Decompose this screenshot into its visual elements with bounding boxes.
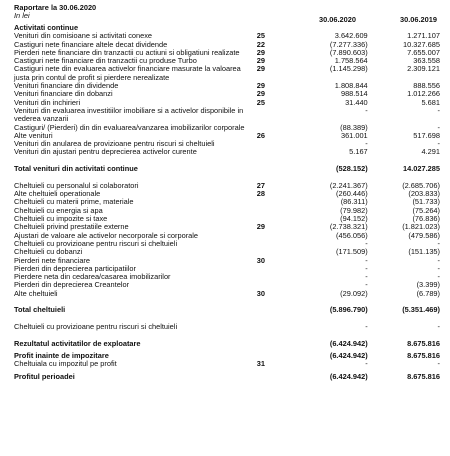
value-2020: - — [365, 139, 368, 149]
value-2019: 8.675.816 — [407, 371, 440, 381]
value-2019: 1.012.266 — [407, 89, 440, 99]
note-number: 22 — [256, 39, 265, 49]
value-2020: (7.890.603) — [329, 47, 368, 57]
table-row — [14, 65, 440, 82]
table-row — [14, 298, 440, 306]
row-label: Venituri din ajustari pentru deprecierea activelor curente — [14, 147, 197, 157]
table-row — [14, 281, 440, 289]
note-number: 29 — [256, 222, 265, 232]
row-label: Cheltuieli privind prestatiile externe — [14, 222, 129, 232]
table-row — [14, 323, 440, 331]
row-label: Castiguri nete financiare din tranzactii cu produse Turbo — [14, 56, 197, 66]
note-number: 29 — [256, 81, 265, 91]
row-label: Pierdere neta din cedarea/casarea imobilizarilor — [14, 272, 171, 282]
value-2019: 14.027.285 — [403, 164, 440, 174]
row-label: Total cheltuieli — [14, 305, 66, 315]
value-2019: 517.698 — [413, 130, 440, 140]
value-2020: (86.311) — [340, 197, 368, 207]
value-2019: (203.833) — [408, 189, 440, 199]
value-2020: - — [365, 238, 368, 248]
value-2020: (1.145.298) — [329, 64, 368, 74]
value-2020: (5.896.790) — [329, 305, 368, 315]
value-2020: (7.277.336) — [329, 39, 368, 49]
row-label: Cheltuieli cu personalul si colaboratori — [14, 180, 139, 190]
value-2020: (6.424.942) — [329, 371, 368, 381]
row-label: Alte venituri — [14, 130, 53, 140]
value-2020: (171.509) — [336, 247, 368, 257]
row-label: Venituri financiare din dividende — [14, 81, 119, 91]
note-number: 25 — [256, 97, 265, 107]
column-header-2019: 30.06.2019 — [400, 15, 437, 24]
value-2020: 361.001 — [340, 130, 368, 140]
note-number: 29 — [256, 56, 265, 66]
row-label: Pierderi nete financiare din tranzactii cu actiuni si obligatiuni realizate — [14, 47, 240, 57]
value-2020: 1.808.844 — [334, 81, 368, 91]
value-2019: (151.135) — [408, 247, 440, 257]
value-2019: - — [437, 122, 440, 132]
row-label: Venituri din inchirieri — [14, 97, 81, 107]
table-row — [14, 306, 440, 314]
value-2019: 5.681 — [421, 97, 440, 107]
row-label: Cheltuieli cu materii prime, materiale — [14, 197, 134, 207]
row-label: Total venituri din activitati continue — [14, 164, 138, 174]
value-2019: 8.675.816 — [407, 351, 440, 361]
value-2019: (51.733) — [412, 197, 440, 207]
note-number: 28 — [256, 189, 265, 199]
value-2020: - — [365, 272, 368, 282]
row-label: Castiguri nete din evaluarea activelor financiare masurate la valoarea justa prin contul de profit si pierdere nerealizate — [14, 64, 241, 82]
value-2020: (94.152) — [340, 214, 368, 224]
value-2019: 8.675.816 — [407, 338, 440, 348]
value-2020: 1.758.564 — [334, 56, 368, 66]
value-2019: (6.789) — [416, 288, 440, 298]
value-2019: 10.327.685 — [403, 39, 440, 49]
value-2020: (528.152) — [336, 164, 368, 174]
table-row — [14, 340, 440, 348]
value-2020: 3.642.609 — [334, 31, 368, 41]
value-2019: (3.399) — [416, 280, 440, 290]
value-2019: - — [437, 139, 440, 149]
value-2020: - — [365, 359, 368, 369]
row-label: Castiguri/ (Pierderi) din din evaluarea/vanzarea imobilizarilor corporale — [14, 122, 245, 132]
value-2019: (76.836) — [412, 214, 440, 224]
row-label: Pierderi din deprecierea Creantelor — [14, 280, 130, 290]
value-2020: 5.167 — [349, 147, 368, 157]
value-2020: 31.440 — [345, 97, 368, 107]
value-2020: (6.424.942) — [329, 351, 368, 361]
value-2020: (260.446) — [336, 189, 368, 199]
value-2020: (6.424.942) — [329, 338, 368, 348]
value-2020: (456.056) — [336, 230, 368, 240]
value-2019: - — [437, 359, 440, 369]
table-row — [14, 107, 440, 124]
row-label: Venituri din evaluarea investitiilor imobiliare si a activelor disponibile in vederea vanzarii — [14, 105, 244, 124]
value-2019: - — [437, 255, 440, 265]
statement-rows — [14, 24, 440, 381]
row-label: Alte cheltuieli operationale — [14, 189, 101, 199]
value-2019: 363.558 — [413, 56, 440, 66]
value-2020: (29.092) — [340, 288, 368, 298]
note-number: 27 — [256, 180, 265, 190]
row-label: Castiguri nete financiare altele decat dividende — [14, 39, 168, 49]
value-2020: (88.389) — [340, 122, 368, 132]
table-row — [14, 148, 440, 156]
value-2019: - — [437, 272, 440, 282]
row-label: Cheltuieli cu provizioane pentru riscuri si cheltuieli — [14, 238, 178, 248]
value-2019: 2.309.121 — [407, 64, 440, 74]
value-2019: - — [437, 105, 440, 115]
currency-subtitle: In lei — [14, 11, 30, 20]
note-number: 29 — [256, 47, 265, 57]
row-label: Cheltuieli cu energia si apa — [14, 205, 103, 215]
row-label: Cheltuiala cu impozitul pe profit — [14, 359, 117, 369]
row-label: Activitati continue — [14, 23, 79, 32]
table-row — [14, 165, 440, 173]
row-label: Alte cheltuieli — [14, 288, 58, 298]
row-label: Rezultatul activitatilor de exploatare — [14, 338, 141, 348]
note-number: 30 — [256, 255, 265, 265]
value-2019: - — [437, 322, 440, 332]
column-header-2020: 30.06.2020 — [319, 15, 356, 24]
note-number: 31 — [256, 359, 265, 369]
value-2020: (2.738.321) — [329, 222, 368, 232]
row-label: Cheltuieli cu impozite si taxe — [14, 214, 108, 224]
note-number: 26 — [256, 130, 265, 140]
value-2019: - — [437, 263, 440, 273]
value-2020: - — [365, 255, 368, 265]
note-number: 29 — [256, 89, 265, 99]
value-2019: 1.271.107 — [407, 31, 440, 41]
value-2019: (1.821.023) — [402, 222, 440, 232]
value-2020: (79.982) — [340, 205, 368, 215]
value-2020: - — [365, 105, 368, 115]
row-label: Pierderi nete financiare — [14, 255, 91, 265]
value-2020: - — [365, 322, 368, 332]
value-2019: (2.685.706) — [402, 180, 440, 190]
note-number: 30 — [256, 288, 265, 298]
value-2020: 988.514 — [340, 89, 368, 99]
value-2020: - — [365, 263, 368, 273]
note-number: 29 — [256, 64, 265, 74]
row-label: Profit inainte de impozitare — [14, 351, 109, 361]
row-label: Venituri din comisioane si activitati conexe — [14, 31, 153, 41]
row-label: Pierderi din deprecierea participatiilor — [14, 263, 137, 273]
value-2019: 4.291 — [421, 147, 440, 157]
note-number: 25 — [256, 31, 265, 41]
table-row — [14, 360, 440, 368]
value-2020: - — [365, 280, 368, 290]
value-2019: (5.351.469) — [402, 305, 440, 315]
value-2020: (2.241.367) — [329, 180, 368, 190]
row-label: Venituri din anularea de provizioane pentru riscuri si cheltuieli — [14, 139, 215, 149]
row-label: Ajustari de valoare ale activelor necorporale si corporale — [14, 230, 199, 240]
value-2019: 7.655.007 — [407, 47, 440, 57]
table-row — [14, 290, 440, 298]
row-label: Profitul perioadei — [14, 371, 75, 381]
value-2019: - — [437, 238, 440, 248]
table-row — [14, 124, 440, 132]
report-title: Raportare la 30.06.2020 — [14, 3, 97, 12]
value-2019: (479.586) — [408, 230, 440, 240]
value-2019: (75.264) — [412, 205, 440, 215]
value-2019: 888.556 — [413, 81, 440, 91]
row-label: Cheltuieli cu provizioane pentru riscuri si cheltuieli — [14, 322, 178, 332]
row-label: Venituri financiare din dobanzi — [14, 89, 113, 99]
row-label: Cheltuieli cu dobanzi — [14, 247, 83, 257]
table-row — [14, 373, 440, 381]
